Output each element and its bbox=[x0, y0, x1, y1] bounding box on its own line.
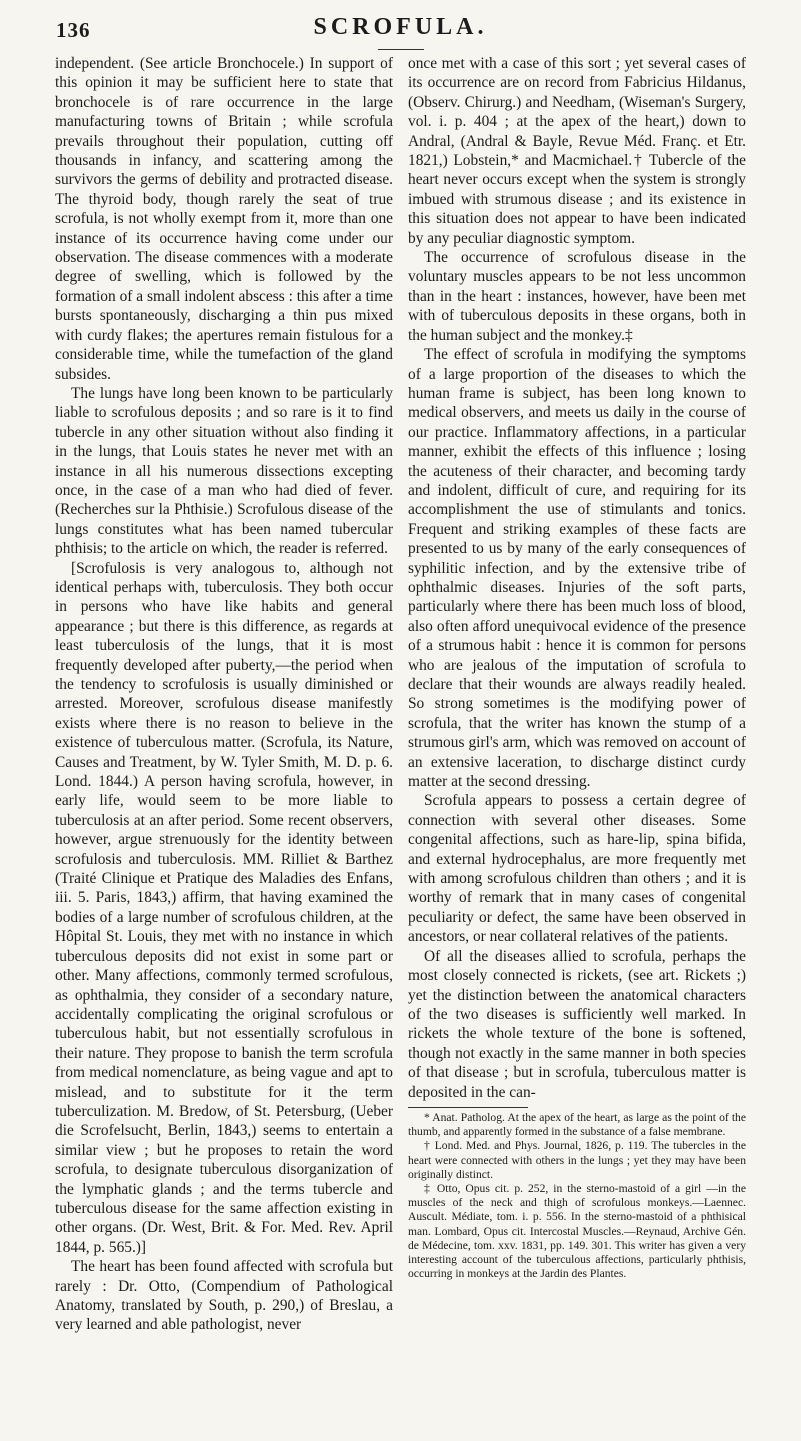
left-column bbox=[55, 54, 393, 1335]
paragraph-heart-continued: once met with a case of this sort ; yet several cases of its occurrence are on record from Fabricius Hildanus, (Observ. Chirurg.) and Needham, (Wiseman's Surgery, vol. i. p. 404 ; at the apex of the heart,) down to Andral, (Andral & Bayle, Revue Méd. Franç. et Etr. 1821,) Lobstein,* and Macmichael.† Tubercle of the heart never occurs except when the system is strongly imbued with strumous disease ; and its existence in this situation does not appear to have been indicated by any peculiar diagnostic symptom. bbox=[408, 55, 746, 247]
paragraph-connection: Scrofula appears to possess a certain degree of connection with several other diseases. Some congenital affections, such as hare-lip, spina bifida, and external hydrocephalus, are more frequently met with among scrofulous children than others ; and it is worthy of remark that in many cases of congenital peculiarity or defect, the same have been observed in ancestors, or near collateral relatives of the patients. bbox=[408, 792, 746, 946]
paragraph-scrofulosis: [Scrofulosis is very analogous to, although not identical perhaps with, tuberculosis. They both occur in persons who have like habits and general appearance ; but there is this difference, as regards at least tuberculosis of the lungs, that it is most frequently developed after puberty,—the period when the tendency to scrofulosis is usually diminished or arrested. Moreover, scrofulous disease manifestly exists where there is no reason to believe in the existence of tuberculous matter. (Scrofula, its Nature, Causes and Treatment, by W. Tyler Smith, M. D. p. 6. Lond. 1844.) A person having scrofula, however, in early life, would seem to be more liable to tuberculosis at an after period. Some recent observers, however, argue strenuously for the identity between scrofulosis and tuberculosis. MM. Rilliet & Barthez (Traité Clinique et Pratique des Maladies des Enfans, iii. 5. Paris, 1843,) affirm, that having examined the bodies of a large number of scrofulous children, at the Hôpital St. Louis, they met with no instance in which tuberculous deposits did not exist in some part or other. Many affections, commonly termed scrofulous, as ophthalmia, they consider of a secondary nature, accidentally complicating the original scrofulous or tuberculous habit, but not essentially scrofulous in their nature. They propose to banish the term scrofula from medical nomenclature, as being vague and apt to mislead, and to substitute for it the term tuberculization. M. Bredow, of St. Petersburg, (Ueber die Scrofelsucht, Berlin, 1843,) seems to entertain a similar view ; but he proposes to retain the word scrofula, to designate tuberculous disorganization of the lymphatic glands ; and the terms tubercle and tuberculous disease for the same affection existing in other organs. (Dr. West, Brit. & For. Med. Rev. April 1844, p. 565.)] bbox=[55, 559, 393, 1256]
page-number: 136 bbox=[56, 18, 91, 42]
right-column bbox=[408, 54, 746, 1281]
header-rule bbox=[378, 49, 424, 50]
footnote-2: † Lond. Med. and Phys. Journal, 1826, p. 119. The tubercles in the heart were connected with others in the lungs ; yet they may have been originally distinct. bbox=[408, 1139, 746, 1181]
paragraph-lungs: The lungs have long been known to be particularly liable to scrofulous deposits ; and so rare is it to find tubercle in any other situation without also finding it in the lungs, that Louis states he never met with an instance in all his numerous dissections excepting once, in the case of a man who had died of fever. (Recherches sur la Phthisie.) Scrofulous disease of the lungs constitutes what has been named tubercular phthisis; to the article on which, the reader is referred. bbox=[55, 384, 393, 558]
footnote-1: * Anat. Patholog. At the apex of the heart, as large as the point of the thumb, and apparently formed in the substance of a false membrane. bbox=[408, 1110, 746, 1139]
paragraph-rickets: Of all the diseases allied to scrofula, perhaps the most closely connected is rickets, (see art. Rickets ;) yet the distinction between the anatomical characters of the two diseases is sufficiently well marked. In rickets the whole texture of the bone is softened, though not exactly in the same manner in both species of that disease ; but in scrofula, tuberculous matter is deposited in the can- bbox=[408, 947, 746, 1101]
paragraph-thyroid: independent. (See article Bronchocele.) In support of this opinion it may be sufficient here to state that bronchocele is of rare occurrence in the large manufacturing towns of Britain ; while scrofula prevails throughout their population, cutting off thousands in infancy, and scattering among the survivors the germs of debility and protracted disease. The thyroid body, though rarely the seat of true scrofula, is not wholly exempt from it, more than one instance of its occurrence having come under our observation. The disease commences with a moderate degree of swelling, which is followed by the formation of a small indolent abscess : this after a time bursts spontaneously, discharging a thin pus mixed with curdy flakes; the apertures remain fistulous for a considerable time, while the tumefaction of the gland subsides. bbox=[55, 55, 393, 383]
running-head: SCROFULA. bbox=[313, 14, 488, 40]
footnote-3: ‡ Otto, Opus cit. p. 252, in the sterno-mastoid of a girl —in the muscles of the neck and thigh of scrofulous monkeys.—Laennec. Auscult. Médiate, tom. i. p. 556. In the sterno-mastoid of a phthisical man. Lombard, Opus cit. Intercostal Muscles.—Reynaud, Archive Gén. de Médecine, tom. xxv. 1831, pp. 149. 301. This writer has given a very interesting account of the tuberculous affections, particularly phthisis, occurring in monkeys at the Jardin des Plantes. bbox=[408, 1181, 746, 1281]
footnote-rule bbox=[408, 1107, 528, 1108]
paragraph-modifying-effect: The effect of scrofula in modifying the symptoms of a large proportion of the diseases to which the human frame is subject, has been long known to medical observers, and meets us daily in the course of our practice. Inflammatory affections, in a particular manner, exhibit the effects of this influence ; losing the acuteness of their character, and becoming tardy and indolent, difficult of cure, and requiring for its accomplishment the use of stimulants and tonics. Frequent and striking examples of these facts are presented to us by many of the early consequences of syphilitic infection, and by the extensive tribe of ophthalmic diseases. Injuries of the soft parts, particularly where there has been much loss of blood, also often afford unequivocal evidence of the presence of a strumous habit : hence it is common for persons who are jealous of the imputation of scrofula to declare that their wounds are always readily healed. So strong sometimes is the modifying power of scrofula, that the writer has known the stump of a strumous girl's arm, which was removed on account of an extensive laceration, to discharge distinct curdy matter at the second dressing. bbox=[408, 346, 746, 791]
paragraph-heart: The heart has been found affected with scrofula but rarely : Dr. Otto, (Compendium of Pathological Anatomy, translated by South, p. 290,) of Breslau, a very learned and able pathologist, never bbox=[55, 1258, 393, 1334]
paragraph-voluntary-muscles: The occurrence of scrofulous disease in the voluntary muscles appears to be not less uncommon than in the heart : instances, however, have been met with of tuberculous deposits in these organs, both in the human subject and the monkey.‡ bbox=[408, 249, 746, 344]
page-header bbox=[0, 14, 801, 50]
